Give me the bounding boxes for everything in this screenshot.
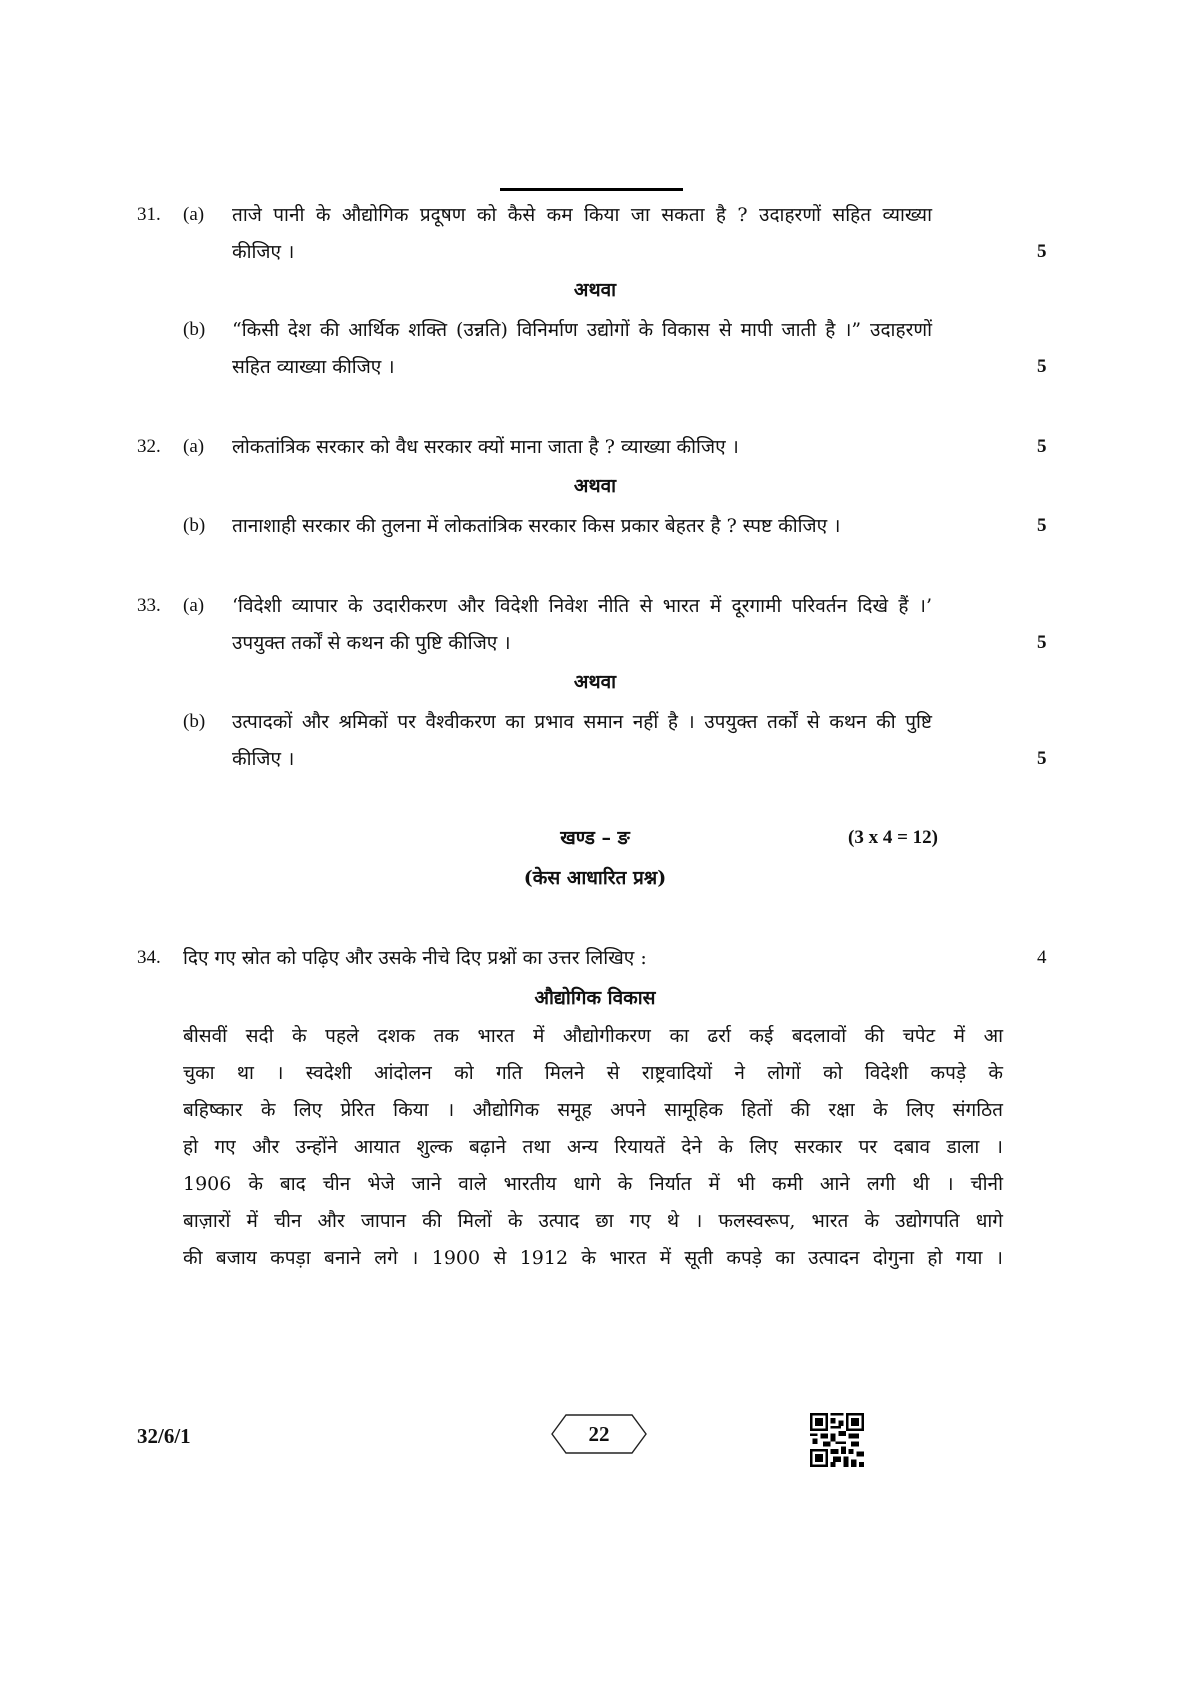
- question-text-line: सहित व्याख्या कीजिए ।: [232, 356, 395, 378]
- marks: 5: [1037, 748, 1047, 769]
- marks: 5: [1037, 436, 1047, 457]
- marks: 5: [1037, 241, 1047, 262]
- part-label: (a): [183, 204, 205, 225]
- marks: 5: [1037, 515, 1047, 536]
- part-label: (b): [183, 319, 206, 340]
- source-title: औद्योगिक विकास: [534, 987, 656, 1009]
- question-number: 33.: [137, 595, 161, 616]
- part-label: (b): [183, 515, 206, 536]
- question-text-line: लोकतांत्रिक सरकार को वैध सरकार क्यों माना जाता है ? व्याख्या कीजिए ।: [232, 436, 739, 458]
- question-number: 31.: [137, 204, 161, 225]
- source-paragraph-line: की बजाय कपड़ा बनाने लगे । 1900 से 1912 के भारत में सूती कपड़े का उत्पादन दोगुना हो गया ।: [183, 1247, 1003, 1269]
- source-paragraph-line: बाज़ारों में चीन और जापान की मिलों के उत्पाद छा गए थे । फलस्वरूप, भारत के उद्योगपति धागे: [183, 1210, 1003, 1232]
- question-text-line: कीजिए ।: [232, 241, 295, 263]
- question-text-line: उत्पादकों और श्रमिकों पर वैश्वीकरण का प्रभाव समान नहीं है । उपयुक्त तर्कों से कथन की पुष्टि: [232, 711, 932, 733]
- marks: 5: [1037, 632, 1047, 653]
- part-label: (a): [183, 595, 205, 616]
- page-number-badge: [551, 1414, 647, 1454]
- marks: 4: [1037, 947, 1047, 968]
- question-text-line: उपयुक्त तर्कों से कथन की पुष्टि कीजिए ।: [232, 632, 511, 654]
- or-separator: अथवा: [573, 671, 617, 693]
- question-text-line: ताजे पानी के औद्योगिक प्रदूषण को कैसे कम किया जा सकता है ? उदाहरणों सहित व्याख्या: [232, 204, 932, 226]
- section-subtitle: (केस आधारित प्रश्न): [523, 867, 667, 889]
- question-instruction: दिए गए स्रोत को पढ़िए और उसके नीचे दिए प्रश्नों का उत्तर लिखिए :: [183, 947, 647, 969]
- source-paragraph-line: 1906 के बाद चीन भेजे जाने वाले भारतीय धागे के निर्यात में भी कमी आने लगी थी । चीनी: [183, 1173, 1003, 1195]
- qr-code-icon: [810, 1413, 864, 1467]
- paper-code: 32/6/1: [137, 1424, 191, 1448]
- question-text-line: ‘विदेशी व्यापार के उदारीकरण और विदेशी निवेश नीति से भारत में दूरगामी परिवर्तन दिखे हैं ।’: [232, 595, 932, 617]
- question-text-line: कीजिए ।: [232, 748, 295, 770]
- source-paragraph-line: बीसवीं सदी के पहले दशक तक भारत में औद्योगीकरण का ढर्रा कई बदलावों की चपेट में आ: [183, 1025, 1003, 1047]
- question-text-line: “किसी देश की आर्थिक शक्ति (उन्नति) विनिर्माण उद्योगों के विकास से मापी जाती है ।” उदाहरणों: [232, 319, 932, 341]
- section-marks-formula: (3 x 4 = 12): [848, 827, 938, 848]
- part-label: (b): [183, 711, 206, 732]
- source-paragraph-line: चुका था । स्वदेशी आंदोलन को गति मिलने से राष्ट्रवादियों ने लोगों को विदेशी कपड़े के: [183, 1062, 1003, 1084]
- question-number: 32.: [137, 436, 161, 457]
- page-number: 22: [588, 1422, 610, 1446]
- top-divider-rule: [500, 188, 683, 191]
- marks: 5: [1037, 356, 1047, 377]
- section-title: खण्ड – ङ: [560, 827, 630, 849]
- or-separator: अथवा: [573, 279, 617, 301]
- or-separator: अथवा: [573, 475, 617, 497]
- part-label: (a): [183, 436, 205, 457]
- question-number: 34.: [137, 947, 161, 968]
- source-paragraph-line: बहिष्कार के लिए प्रेरित किया । औद्योगिक समूह अपने सामूहिक हितों की रक्षा के लिए संगठित: [183, 1099, 1003, 1121]
- source-paragraph-line: हो गए और उन्होंने आयात शुल्क बढ़ाने तथा अन्य रियायतें देने के लिए सरकार पर दबाव डाला ।: [183, 1136, 1003, 1158]
- question-text-line: तानाशाही सरकार की तुलना में लोकतांत्रिक सरकार किस प्रकार बेहतर है ? स्पष्ट कीजिए ।: [232, 515, 841, 537]
